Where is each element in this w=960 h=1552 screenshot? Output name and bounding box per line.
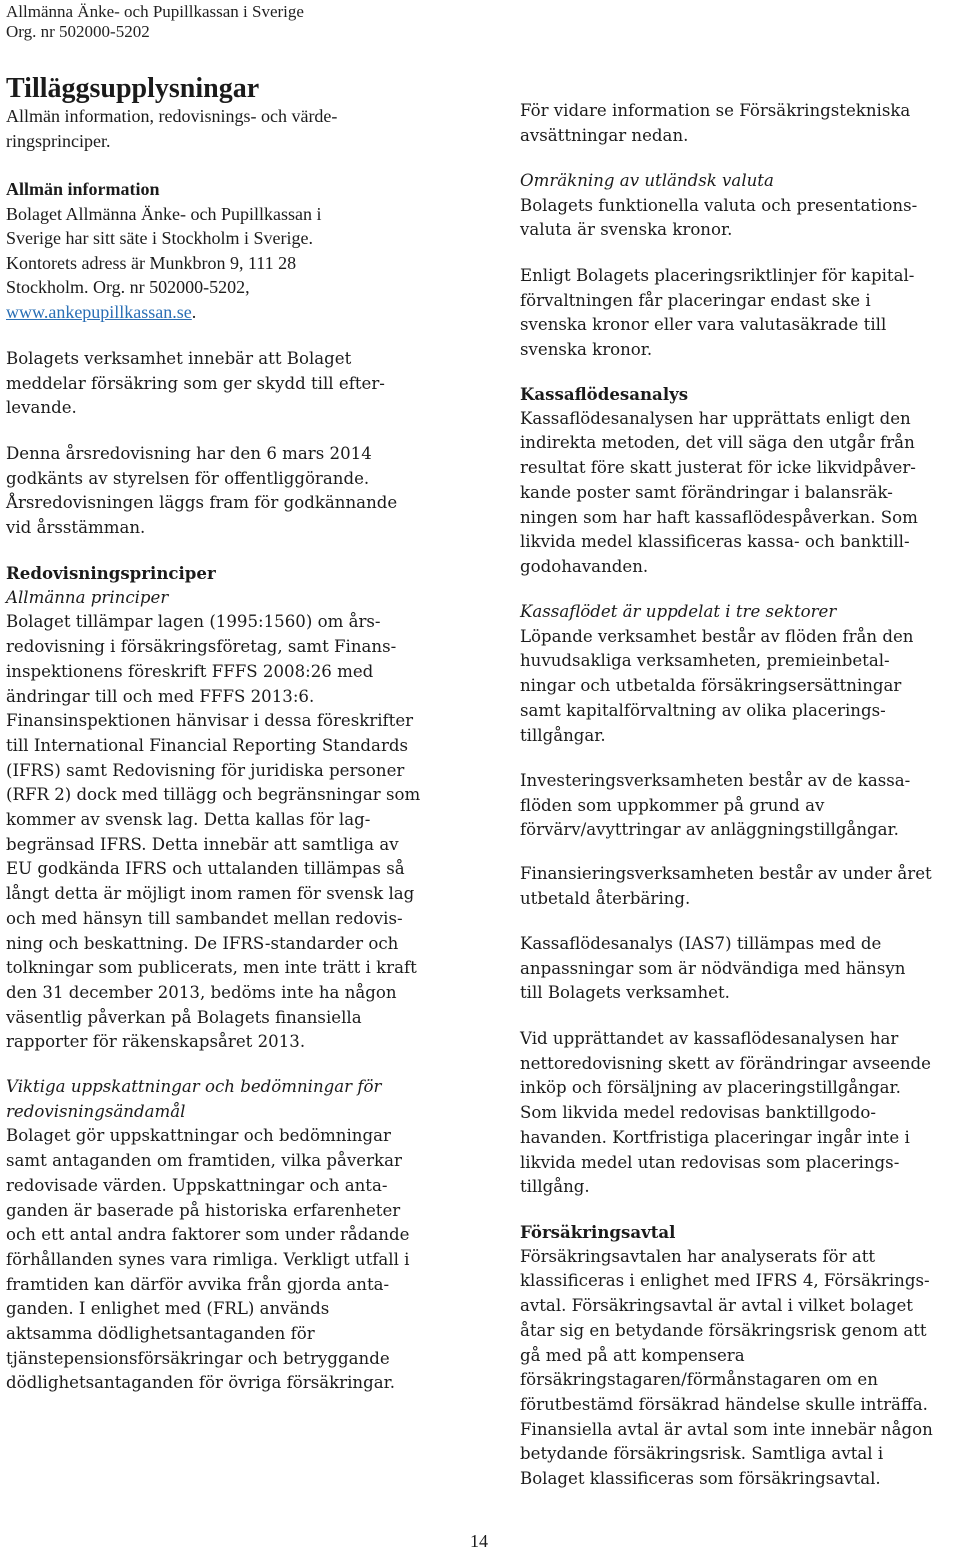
text-line: ringsprinciper.	[6, 130, 111, 151]
text-line: ning och beskattning. De IFRS-standarder och	[6, 933, 399, 953]
text-line: kommer av svensk lag. Detta kallas för lag-	[6, 810, 371, 830]
paragraph-arsredovisning	[6, 442, 458, 541]
section-heading: Försäkringsavtal	[520, 1222, 676, 1242]
text-line: Kassaflödesanalys (IAS7) tillämpas med de	[520, 934, 882, 953]
text-line: Investeringsverksamheten består av de kassa-	[520, 771, 911, 790]
text-line: valuta är svenska kronor.	[520, 220, 733, 240]
text-line: (RFR 2) dock med tillägg och begränsningar som	[6, 785, 421, 805]
paragraph-finansieringsverksamhet	[520, 862, 960, 911]
text-line: tolkningar som publicerats, men inte trätt i kraft	[6, 958, 417, 978]
text-line: redovisade värden. Uppskattningar och anta-	[6, 1175, 388, 1195]
text-line: Finansiella avtal är avtal som inte innebär någon	[520, 1419, 933, 1439]
text-line: ändringar till och med FFFS 2013:6.	[6, 686, 315, 706]
text-line: vid årsstämman.	[6, 518, 146, 538]
text-line: ganden är baserade på historiska erfarenheter	[6, 1200, 401, 1220]
section-omrakning-valuta	[520, 169, 960, 243]
text-line: tillgång.	[520, 1177, 590, 1197]
text-line: samt antaganden om framtiden, vilka påverkar	[6, 1151, 402, 1171]
text-line: Finansinspektionen hänvisar i dessa föreskrifter	[6, 711, 414, 731]
text-line: godohavanden.	[520, 556, 649, 576]
text-line: till Bolagets verksamhet.	[520, 983, 730, 1003]
link-suffix: .	[191, 301, 197, 322]
text-line: indirekta metoden, det vill säga den utgår från	[520, 433, 915, 453]
text-line: avsättningar nedan.	[520, 125, 689, 145]
text-line: och med hänsyn till sambandet mellan redovis-	[6, 908, 403, 928]
subsection-heading: Omräkning av utländsk valuta	[520, 171, 774, 190]
paragraph-ias7	[520, 932, 960, 1006]
section-redovisningsprinciper	[6, 561, 458, 1055]
text-line: likvida medel utan redovisas som placerings-	[520, 1152, 900, 1172]
text-line: dödlighetsantaganden för övriga försäkringar.	[6, 1373, 395, 1393]
section-viktiga-uppskattningar	[6, 1075, 458, 1396]
text-line: utbetald återbäring.	[520, 888, 691, 908]
text-line: Bolaget klassificeras som försäkringsavtal.	[520, 1469, 881, 1489]
header-organization-name: Allmänna Änke- och Pupillkassan i Sverige	[6, 2, 304, 21]
text-line: likvida medel klassificeras kassa- och banktill-	[520, 532, 910, 552]
text-line: svenska kronor eller vara valutasäkrade till	[520, 315, 887, 335]
text-line: inspektionens föreskrift FFFS 2008:26 med	[6, 661, 374, 681]
text-line: Bolaget tillämpar lagen (1995:1560) om års-	[6, 612, 381, 632]
paragraph-verksamhet	[6, 347, 458, 421]
subsection-heading: Viktiga uppskattningar och bedömningar för	[6, 1077, 382, 1096]
text-line	[6, 300, 458, 325]
text-line: samt kapitalförvaltning av olika placerings-	[520, 700, 886, 720]
text-line: Bolagets funktionella valuta och presentations-	[520, 195, 918, 215]
text-line: Försäkringsavtalen har analyserats för att	[520, 1246, 876, 1266]
text-line: åtar sig en betydande försäkringsrisk genom att	[520, 1320, 927, 1340]
text-line: havanden. Kortfristiga placeringar ingår inte i	[520, 1127, 910, 1147]
section-sektorer	[520, 600, 960, 748]
paragraph-vidare-information	[520, 99, 960, 148]
text-line: levande.	[6, 398, 77, 418]
text-line: redovisning i försäkringsföretag, samt Finans-	[6, 637, 397, 657]
text-line: försäkringstagaren/förmånstagaren om en	[520, 1370, 878, 1390]
page-header	[6, 2, 304, 42]
text-line: Allmän information, redovisnings- och värde-	[6, 106, 338, 126]
text-line: aktsamma dödlighetsantaganden för	[6, 1324, 315, 1344]
text-line: Vid upprättandet av kassaflödesanalysen har	[520, 1029, 899, 1048]
text-line: Bolaget gör uppskattningar och bedömningar	[6, 1126, 391, 1146]
text-line: nettoredovisning skett av förändringar avseende	[520, 1053, 931, 1073]
paragraph-investeringsverksamhet	[520, 769, 960, 843]
text-line: Som likvida medel redovisas banktillgodo-	[520, 1103, 877, 1123]
text-line: Bolaget Allmänna Änke- och Pupillkassan i	[6, 203, 322, 224]
text-line: långt detta är möjligt inom ramen för svensk lag	[6, 884, 415, 904]
page-number: 14	[470, 1531, 488, 1551]
text-line: avtal. Försäkringsavtal är avtal i vilket bolaget	[520, 1296, 913, 1316]
text-line: ningen som har haft kassaflödespåverkan. Som	[520, 507, 918, 527]
text-line: tillgångar.	[520, 725, 606, 745]
text-line: Årsredovisningen läggs fram för godkännande	[6, 493, 398, 513]
text-line: (IFRS) samt Redovisning för juridiska personer	[6, 760, 405, 780]
text-line: svenska kronor.	[520, 340, 653, 360]
text-line: Denna årsredovisning har den 6 mars 2014	[6, 444, 372, 463]
section-heading: Kassaflödesanalys	[520, 384, 689, 404]
section-forsakringsavtal	[520, 1220, 960, 1492]
text-line: väsentlig påverkan på Bolagets finansiella	[6, 1007, 362, 1027]
text-line: anpassningar som är nödvändiga med hänsyn	[520, 958, 906, 978]
text-line: meddelar försäkring som ger skydd till efter-	[6, 373, 385, 393]
text-line: godkänts av styrelsen för offentliggörande.	[6, 468, 370, 488]
text-line: klassificeras i enlighet med IFRS 4, Försäkrings-	[520, 1271, 930, 1291]
subtitle	[6, 104, 458, 153]
section-heading: Allmän information	[6, 179, 160, 199]
paragraph-nettoredovisning	[520, 1027, 960, 1200]
section-kassaflodesanalys	[520, 382, 960, 580]
text-line: resultat före skatt justerat för icke likvidpåver-	[520, 458, 916, 478]
text-line: förutbestämd försäkrad händelse skulle inträffa.	[520, 1394, 928, 1414]
text-line: Enligt Bolagets placeringsriktlinjer för kapital-	[520, 266, 915, 285]
text-line: huvudsakliga verksamheten, premieinbetal-	[520, 651, 890, 671]
paragraph-placeringsriktlinjer	[520, 264, 960, 363]
text-line: Stockholm. Org. nr 502000-5202,	[6, 277, 250, 297]
text-line: förvärv/avyttringar av anläggningstillgångar.	[520, 820, 899, 840]
text-line: ganden. I enlighet med (FRL) används	[6, 1299, 330, 1319]
text-line: kande poster samt förändringar i balansräk-	[520, 482, 893, 502]
text-line: EU godkända IFRS och uttalanden tillämpas så	[6, 859, 405, 879]
header-org-number: Org. nr 502000-5202	[6, 22, 150, 41]
text-line: Kassaflödesanalysen har upprättats enligt den	[520, 408, 911, 428]
text-line: gå med på att kompensera	[520, 1345, 745, 1365]
text-line: Finansieringsverksamheten består av under året	[520, 864, 932, 883]
subsection-heading: redovisningsändamål	[6, 1101, 186, 1121]
text-line: förvaltningen får placeringar endast ske i	[520, 290, 871, 310]
section-heading: Redovisningsprinciper	[6, 563, 216, 583]
text-line: inköp och försäljning av placeringstillgångar.	[520, 1078, 901, 1098]
text-line: rapporter för räkenskapsåret 2013.	[6, 1032, 306, 1052]
text-line: Bolagets verksamhet innebär att Bolaget	[6, 349, 352, 368]
page-title: Tilläggsupplysningar	[6, 73, 260, 104]
text-line: ningar och utbetalda försäkringsersättningar	[520, 676, 902, 696]
text-line: betydande försäkringsrisk. Samtliga avtal i	[520, 1444, 884, 1464]
subsection-heading: Allmänna principer	[6, 587, 169, 607]
text-line: Löpande verksamhet består av flöden från den	[520, 626, 914, 646]
text-line: begränsad IFRS. Detta innebär att samtliga av	[6, 834, 399, 854]
text-line: Sverige har sitt säte i Stockholm i Sverige.	[6, 228, 313, 248]
text-line: den 31 december 2013, bedöms inte ha någon	[6, 982, 397, 1002]
website-link[interactable]: www.ankepupillkassan.se	[6, 301, 192, 322]
text-line: framtiden kan därför avvika från gjorda anta-	[6, 1274, 390, 1294]
section-allman-information	[6, 177, 458, 324]
subsection-heading: Kassaflödet är uppdelat i tre sektorer	[520, 602, 837, 621]
text-line: tjänstepensionsförsäkringar och betryggande	[6, 1348, 390, 1368]
text-line: flöden som uppkommer på grund av	[520, 795, 825, 815]
text-line: och ett antal andra faktorer som under rådande	[6, 1225, 410, 1245]
text-line: För vidare information se Försäkringstekniska	[520, 101, 911, 120]
text-line: Kontorets adress är Munkbron 9, 111 28	[6, 252, 297, 273]
text-line: till International Financial Reporting Standards	[6, 735, 409, 755]
text-line: förhållanden synes vara rimliga. Verkligt utfall i	[6, 1249, 410, 1269]
